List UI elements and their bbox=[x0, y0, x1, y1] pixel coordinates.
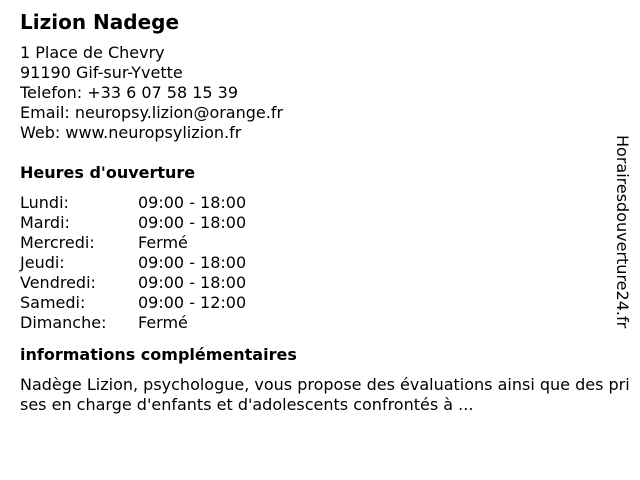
address-line-2: 91190 Gif-sur-Yvette bbox=[20, 63, 183, 82]
day-label: Dimanche: bbox=[20, 313, 107, 332]
day-label: Samedi: bbox=[20, 293, 86, 312]
day-label: Lundi: bbox=[20, 193, 69, 212]
hours-row-sunday bbox=[20, 313, 632, 333]
hours-row-friday bbox=[20, 273, 632, 293]
day-label: Jeudi: bbox=[20, 253, 65, 272]
hours-row-thursday bbox=[20, 253, 632, 273]
additional-info-heading: informations complémentaires bbox=[20, 345, 297, 364]
time-value: Fermé bbox=[138, 313, 188, 332]
time-value: 09:00 - 18:00 bbox=[138, 273, 247, 292]
phone-line: Telefon: +33 6 07 58 15 39 bbox=[20, 83, 239, 102]
day-label: Vendredi: bbox=[20, 273, 96, 292]
hours-row-tuesday bbox=[20, 213, 632, 233]
email-line: Email: neuropsy.lizion@orange.fr bbox=[20, 103, 284, 122]
hours-row-saturday bbox=[20, 293, 632, 313]
hours-row-monday bbox=[20, 193, 632, 213]
address-line-1: 1 Place de Chevry bbox=[20, 43, 165, 62]
time-value: 09:00 - 18:00 bbox=[138, 213, 247, 232]
opening-hours-heading: Heures d'ouverture bbox=[20, 163, 196, 182]
day-label: Mardi: bbox=[20, 213, 70, 232]
time-value: 09:00 - 18:00 bbox=[138, 193, 247, 212]
business-card bbox=[20, 10, 632, 415]
web-line: Web: www.neuropsylizion.fr bbox=[20, 123, 242, 142]
time-value: Fermé bbox=[138, 233, 188, 252]
additional-info-text: Nadège Lizion, psychologue, vous propose des évaluations ainsi que des prises en charge d'enfants et d'adolescents confrontés à ... bbox=[20, 375, 630, 414]
time-value: 09:00 - 18:00 bbox=[138, 253, 247, 272]
business-name: Lizion Nadege bbox=[20, 10, 180, 34]
time-value: 09:00 - 12:00 bbox=[138, 293, 247, 312]
day-label: Mercredi: bbox=[20, 233, 95, 252]
hours-row-wednesday bbox=[20, 233, 632, 253]
site-watermark: Horairesdouverture24.fr bbox=[613, 135, 632, 329]
contact-block bbox=[20, 43, 632, 143]
opening-hours-table bbox=[20, 193, 632, 333]
